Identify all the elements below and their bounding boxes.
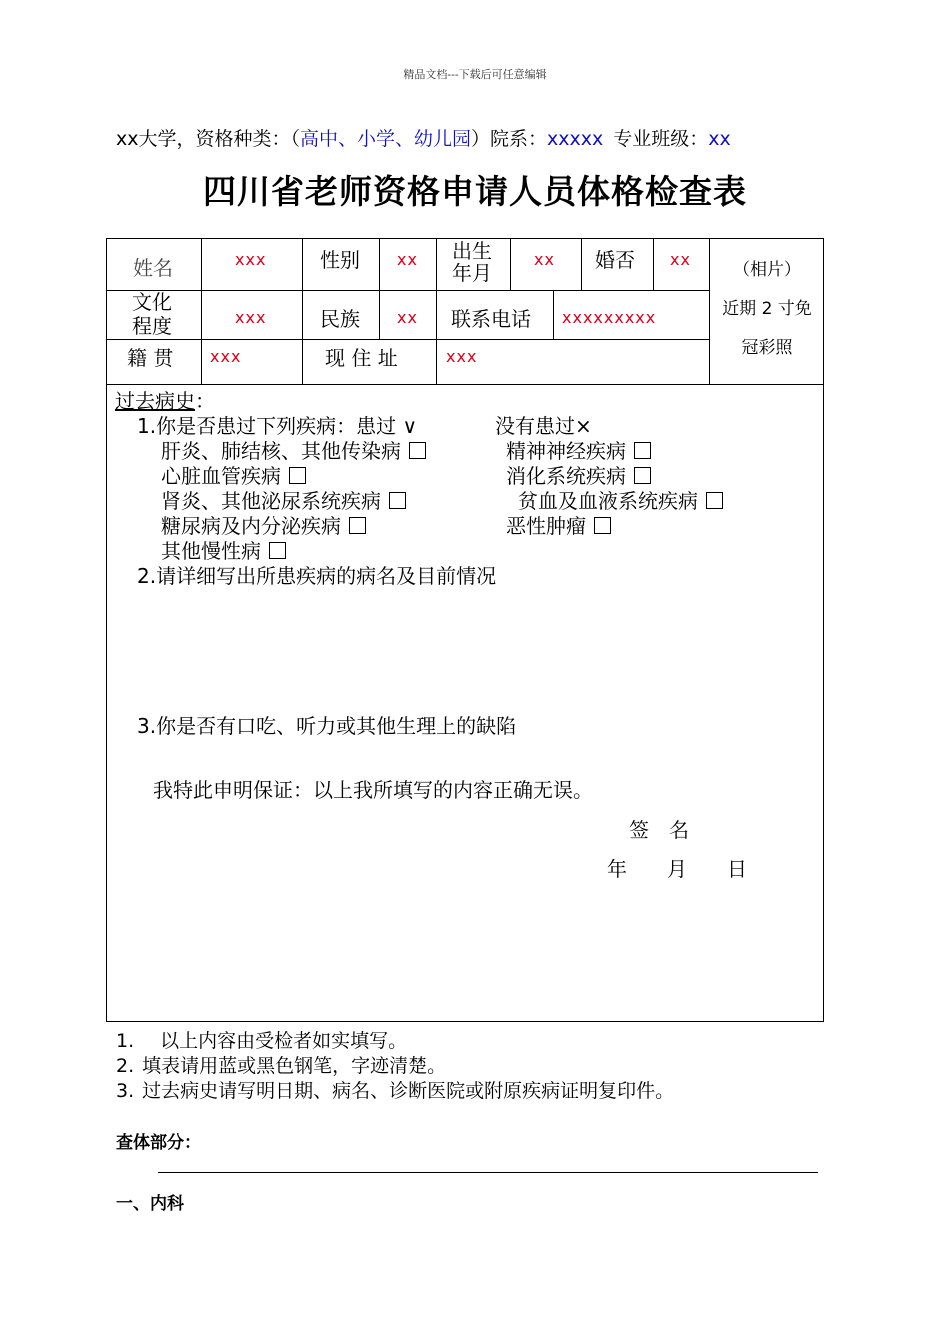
class-value: xx [708, 128, 731, 150]
exam-heading: 查体部分： [116, 1133, 201, 1153]
disease-option[interactable]: 心脏血管疾病 [161, 460, 306, 489]
address-value[interactable]: xxx [446, 347, 478, 366]
disease-option[interactable]: 其他慢性病 [161, 535, 286, 564]
education-label: 文化 程度 [132, 290, 172, 338]
internal-medicine-heading: 一、内科 [116, 1194, 184, 1214]
gender-value[interactable]: xx [397, 250, 418, 269]
checkbox[interactable] [349, 517, 366, 534]
checkbox[interactable] [289, 467, 306, 484]
birth-value[interactable]: xx [534, 250, 555, 269]
dept-value: xxxxx [547, 128, 604, 150]
history-heading: 过去病史： [115, 389, 215, 413]
birth-label: 出生 年月 [452, 239, 492, 285]
school-value: xx [116, 128, 139, 150]
disease-option[interactable]: 消化系统疾病 [506, 460, 651, 489]
header-line [116, 124, 731, 151]
dept-label: ）院系： [471, 128, 548, 150]
checkbox[interactable] [634, 467, 651, 484]
disease-option[interactable]: 肝炎、肺结核、其他传染病 [161, 435, 426, 464]
photo-placeholder: （相片） 近期 2 寸免 冠彩照 [722, 260, 812, 358]
checkbox[interactable] [634, 442, 651, 459]
qualification-types: 高中、小学、幼儿园 [300, 128, 472, 150]
checkbox[interactable] [594, 517, 611, 534]
note-item: 1. 以上内容由受检者如实填写。 [116, 1030, 408, 1052]
class-label: 专业班级： [613, 128, 709, 150]
education-value[interactable]: xxx [235, 308, 267, 327]
checkbox[interactable] [389, 492, 406, 509]
form-table [106, 238, 824, 1022]
page-title: 四川省老师资格申请人员体格检查表 [203, 172, 747, 211]
checkbox[interactable] [409, 442, 426, 459]
school-suffix: 大学，资格种类：（ [138, 128, 301, 150]
disease-option[interactable]: 精神神经疾病 [506, 435, 651, 464]
checkbox[interactable] [269, 542, 286, 559]
marriage-value[interactable]: xx [670, 250, 691, 269]
native-place-value[interactable]: xxx [210, 347, 242, 366]
divider [158, 1172, 818, 1173]
ethnic-label: 民族 [320, 307, 360, 331]
note-item: 2. 填表请用蓝或黑色钢笔，字迹清楚。 [116, 1055, 447, 1077]
watermark: 精品文档---下载后可任意编辑 [403, 68, 547, 81]
checkbox[interactable] [706, 492, 723, 509]
name-label: 姓名 [133, 256, 173, 280]
marriage-label: 婚否 [595, 248, 635, 272]
gender-label: 性别 [320, 248, 360, 272]
phone-value[interactable]: xxxxxxxxx [562, 308, 657, 327]
declaration: 我特此申明保证：以上我所填写的内容正确无误。 [153, 778, 593, 802]
signature-label: 签 名 [629, 818, 689, 842]
question-2: 2.请详细写出所患疾病的病名及目前情况 [137, 564, 497, 588]
disease-option[interactable]: 肾炎、其他泌尿系统疾病 [161, 485, 406, 514]
question-1-no: 没有患过× [495, 414, 592, 438]
disease-option[interactable]: 糖尿病及内分泌疾病 [161, 510, 366, 539]
address-label: 现 住 址 [325, 346, 398, 370]
native-place-label: 籍 贯 [127, 346, 174, 370]
question-1: 1.你是否患过下列疾病：患过 ∨ [137, 414, 418, 438]
name-value[interactable]: xxx [235, 250, 267, 269]
disease-option[interactable]: 贫血及血液系统疾病 [518, 485, 723, 514]
date-label: 年 月 日 [607, 857, 747, 881]
phone-label: 联系电话 [451, 307, 531, 331]
ethnic-value[interactable]: xx [397, 308, 418, 327]
note-item: 3. 过去病史请写明日期、病名、诊断医院或附原疾病证明复印件。 [116, 1080, 675, 1102]
question-3: 3.你是否有口吃、听力或其他生理上的缺陷 [137, 714, 517, 738]
disease-option[interactable]: 恶性肿瘤 [506, 510, 611, 539]
